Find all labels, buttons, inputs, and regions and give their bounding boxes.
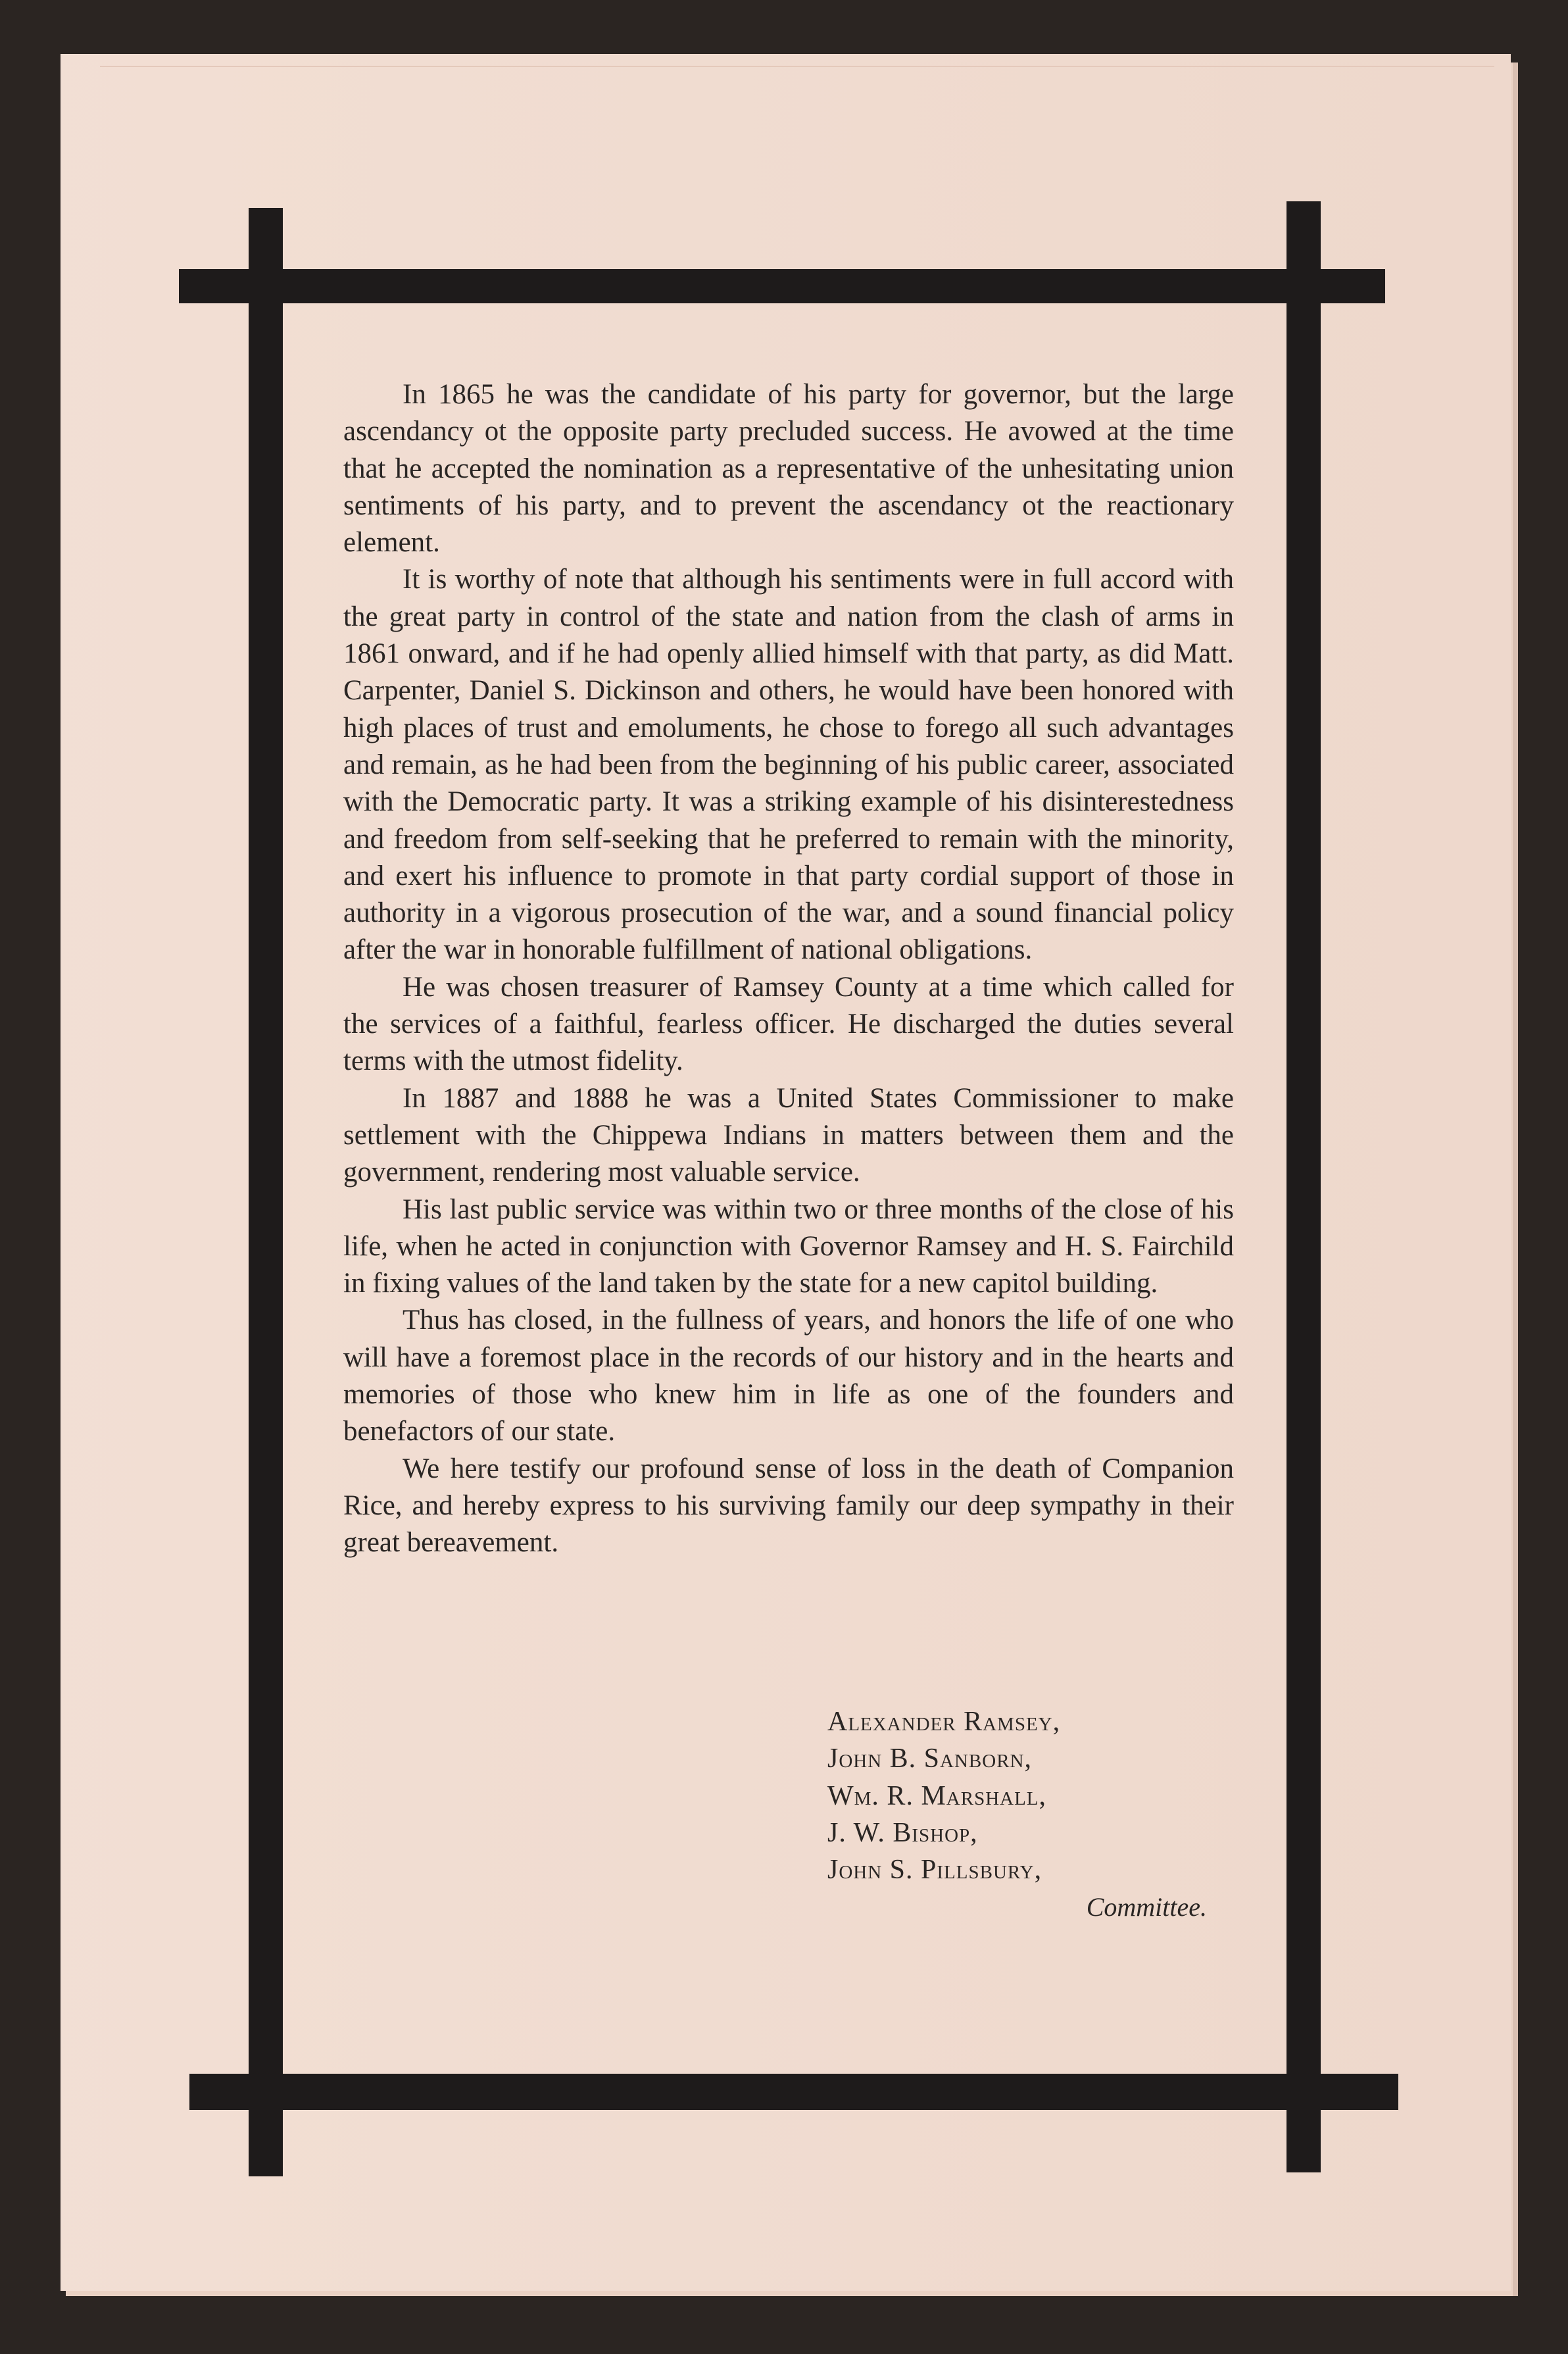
mourning-border-bottom	[189, 2074, 1398, 2110]
paragraph-testimony: We here testify our profound sense of loss in the death of Companion Rice, and hereby express to his surviving family our deep sympathy in their great bereavement.	[343, 1453, 1234, 1559]
committee-label: Committee.	[1086, 1892, 1207, 1922]
mourning-border-top	[179, 269, 1385, 303]
mourning-border-left	[249, 208, 283, 2176]
paper-fold-line	[100, 66, 1494, 67]
signatory: Wm. R. Marshall,	[827, 1780, 1047, 1811]
signatory: John B. Sanborn,	[827, 1743, 1033, 1774]
paragraph-county-treasurer: He was chosen treasurer of Ramsey County at a time which called for the services of a faithful, fearless officer. He discharged the duties several terms with the utmost fidelity.	[343, 971, 1234, 1077]
paragraph-governor-candidacy: In 1865 he was the candidate of his party for governor, but the large ascendancy ot the opposite party precluded success. He avowed at the time that he accepted the nomination as a representative of the unhesitating union sentiments of his party, and to prevent the ascendancy ot the reactionary element.	[343, 379, 1234, 559]
paragraph-commissioner: In 1887 and 1888 he was a United States Commissioner to make settlement with the Chippewa Indians in matters between them and the government, rendering most valuable service.	[343, 1082, 1234, 1188]
mourning-border-right	[1286, 201, 1321, 2172]
signatory: J. W. Bishop,	[827, 1817, 978, 1848]
paragraph-political-sentiments: It is worthy of note that although his sentiments were in full accord with the great party in control of the state and nation from the clash of arms in 1861 onward, and if he had openly allied himself with that party, as did Matt. Carpenter, Daniel S. Dickinson and others, he would have been honored with high places of trust and emoluments, he chose to forego all such advantages and remain, as he had been from the beginning of his public career, associated with the Democratic party. It was a striking example of his disinterestedness and freedom from self-seeking that he preferred to remain with the minority, and exert his influence to promote in that party cordial support of those in authority in a vigorous prosecution of the war, and a sound financial policy after the war in honorable fulfillment of national obligations.	[343, 564, 1234, 966]
signatory: John S. Pillsbury,	[827, 1855, 1042, 1886]
signature-list	[827, 1703, 1288, 1888]
memorial-text	[343, 376, 1234, 1562]
paragraph-closing-life: Thus has closed, in the fullness of years, and honors the life of one who will have a foremost place in the records of our history and in the hearts and memories of those who knew him in life as one of the founders and benefactors of our state.	[343, 1305, 1234, 1447]
signatory: Alexander Ramsey,	[827, 1707, 1061, 1737]
paragraph-last-service: His last public service was within two or three months of the close of his life, when he acted in conjunction with Governor Ramsey and H. S. Fairchild in fixing values of the land taken by the state for a new capitol building.	[343, 1193, 1234, 1299]
